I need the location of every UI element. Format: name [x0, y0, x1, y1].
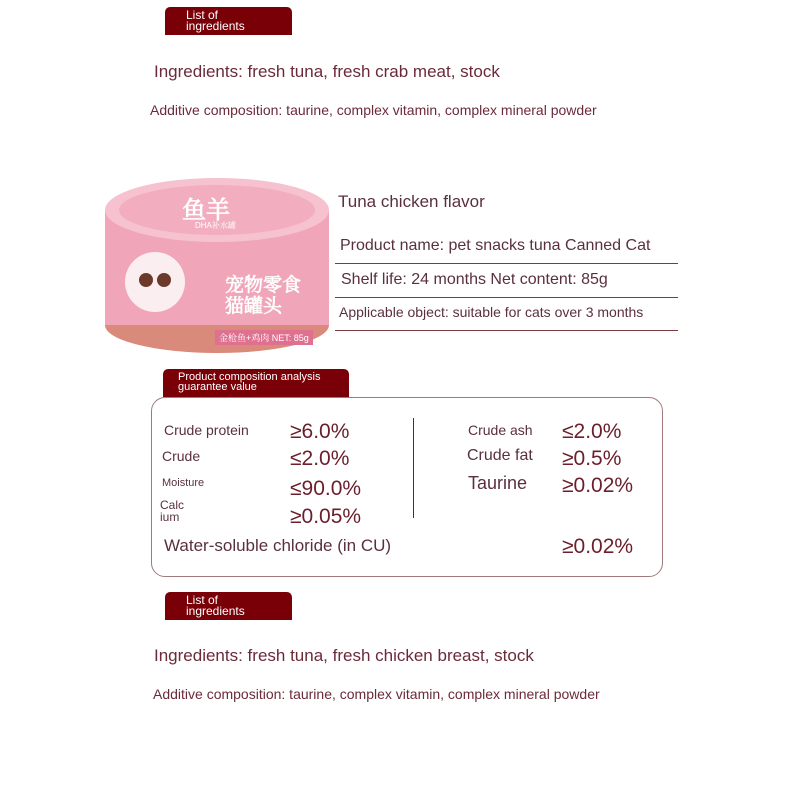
can-logo-text: 鱼羊 [182, 197, 230, 224]
ingredients-tag [165, 592, 292, 620]
shelf-life-text: Shelf life: 24 months Net content: 85g [341, 271, 608, 288]
nutrient-label: Taurine [468, 473, 528, 493]
product-name-text: Product name: pet snacks tuna Canned Cat [340, 237, 651, 254]
nutrient-value: ≥0.5% [562, 447, 622, 470]
nutrient-value: ≤2.0% [562, 420, 622, 443]
nutrient-label: Crude [162, 448, 201, 464]
divider [335, 263, 678, 264]
ingredients-tag [165, 7, 292, 35]
ingredients-text: Ingredients: fresh tuna, fresh chicken breast, stock [154, 646, 534, 665]
tag-text: List of [186, 593, 219, 607]
additives-text: Additive composition: taurine, complex vitamin, complex mineral powder [153, 686, 600, 702]
can-logo-text: DHA补水罐 [195, 221, 236, 230]
nutrient-value: ≥6.0% [290, 420, 350, 443]
nutrient-label: Crude protein [164, 422, 249, 438]
nutrient-value: ≥0.02% [562, 474, 634, 497]
tag-text: Product composition analysis [178, 371, 321, 383]
nutrient-label: Crude fat [467, 447, 533, 464]
divider [335, 330, 678, 331]
nutrient-value: ≤2.0% [290, 447, 350, 470]
nutrient-value: ≤90.0% [290, 477, 362, 500]
can-logo-text: 宠物零食 猫罐头 [225, 275, 302, 317]
nutrient-label: Moisture [162, 477, 205, 489]
nutrient-value: ≥0.05% [290, 505, 362, 528]
product-can-image [100, 170, 335, 355]
flavor-text: Tuna chicken flavor [338, 192, 485, 211]
can-logo-text: 金枪鱼+鸡肉 NET: 85g [215, 330, 313, 345]
applicable-text: Applicable object: suitable for cats over 3 months [339, 304, 644, 320]
analysis-tag [163, 369, 349, 397]
ingredients-text: Ingredients: fresh tuna, fresh crab meat, stock [154, 62, 500, 81]
nutrient-label: Water-soluble chloride (in CU) [164, 536, 392, 555]
nutrient-value: ≥0.02% [562, 535, 634, 558]
tag-text: guarantee value [178, 381, 257, 393]
nutrient-label: Calc ium [160, 498, 185, 524]
tag-text: ingredients [186, 604, 245, 618]
divider [335, 297, 678, 298]
additives-text: Additive composition: taurine, complex vitamin, complex mineral powder [150, 102, 597, 118]
tag-text: List of [186, 8, 219, 22]
tag-text: ingredients [186, 19, 245, 33]
nutrient-label: Crude ash [468, 422, 533, 438]
column-divider [413, 418, 414, 518]
